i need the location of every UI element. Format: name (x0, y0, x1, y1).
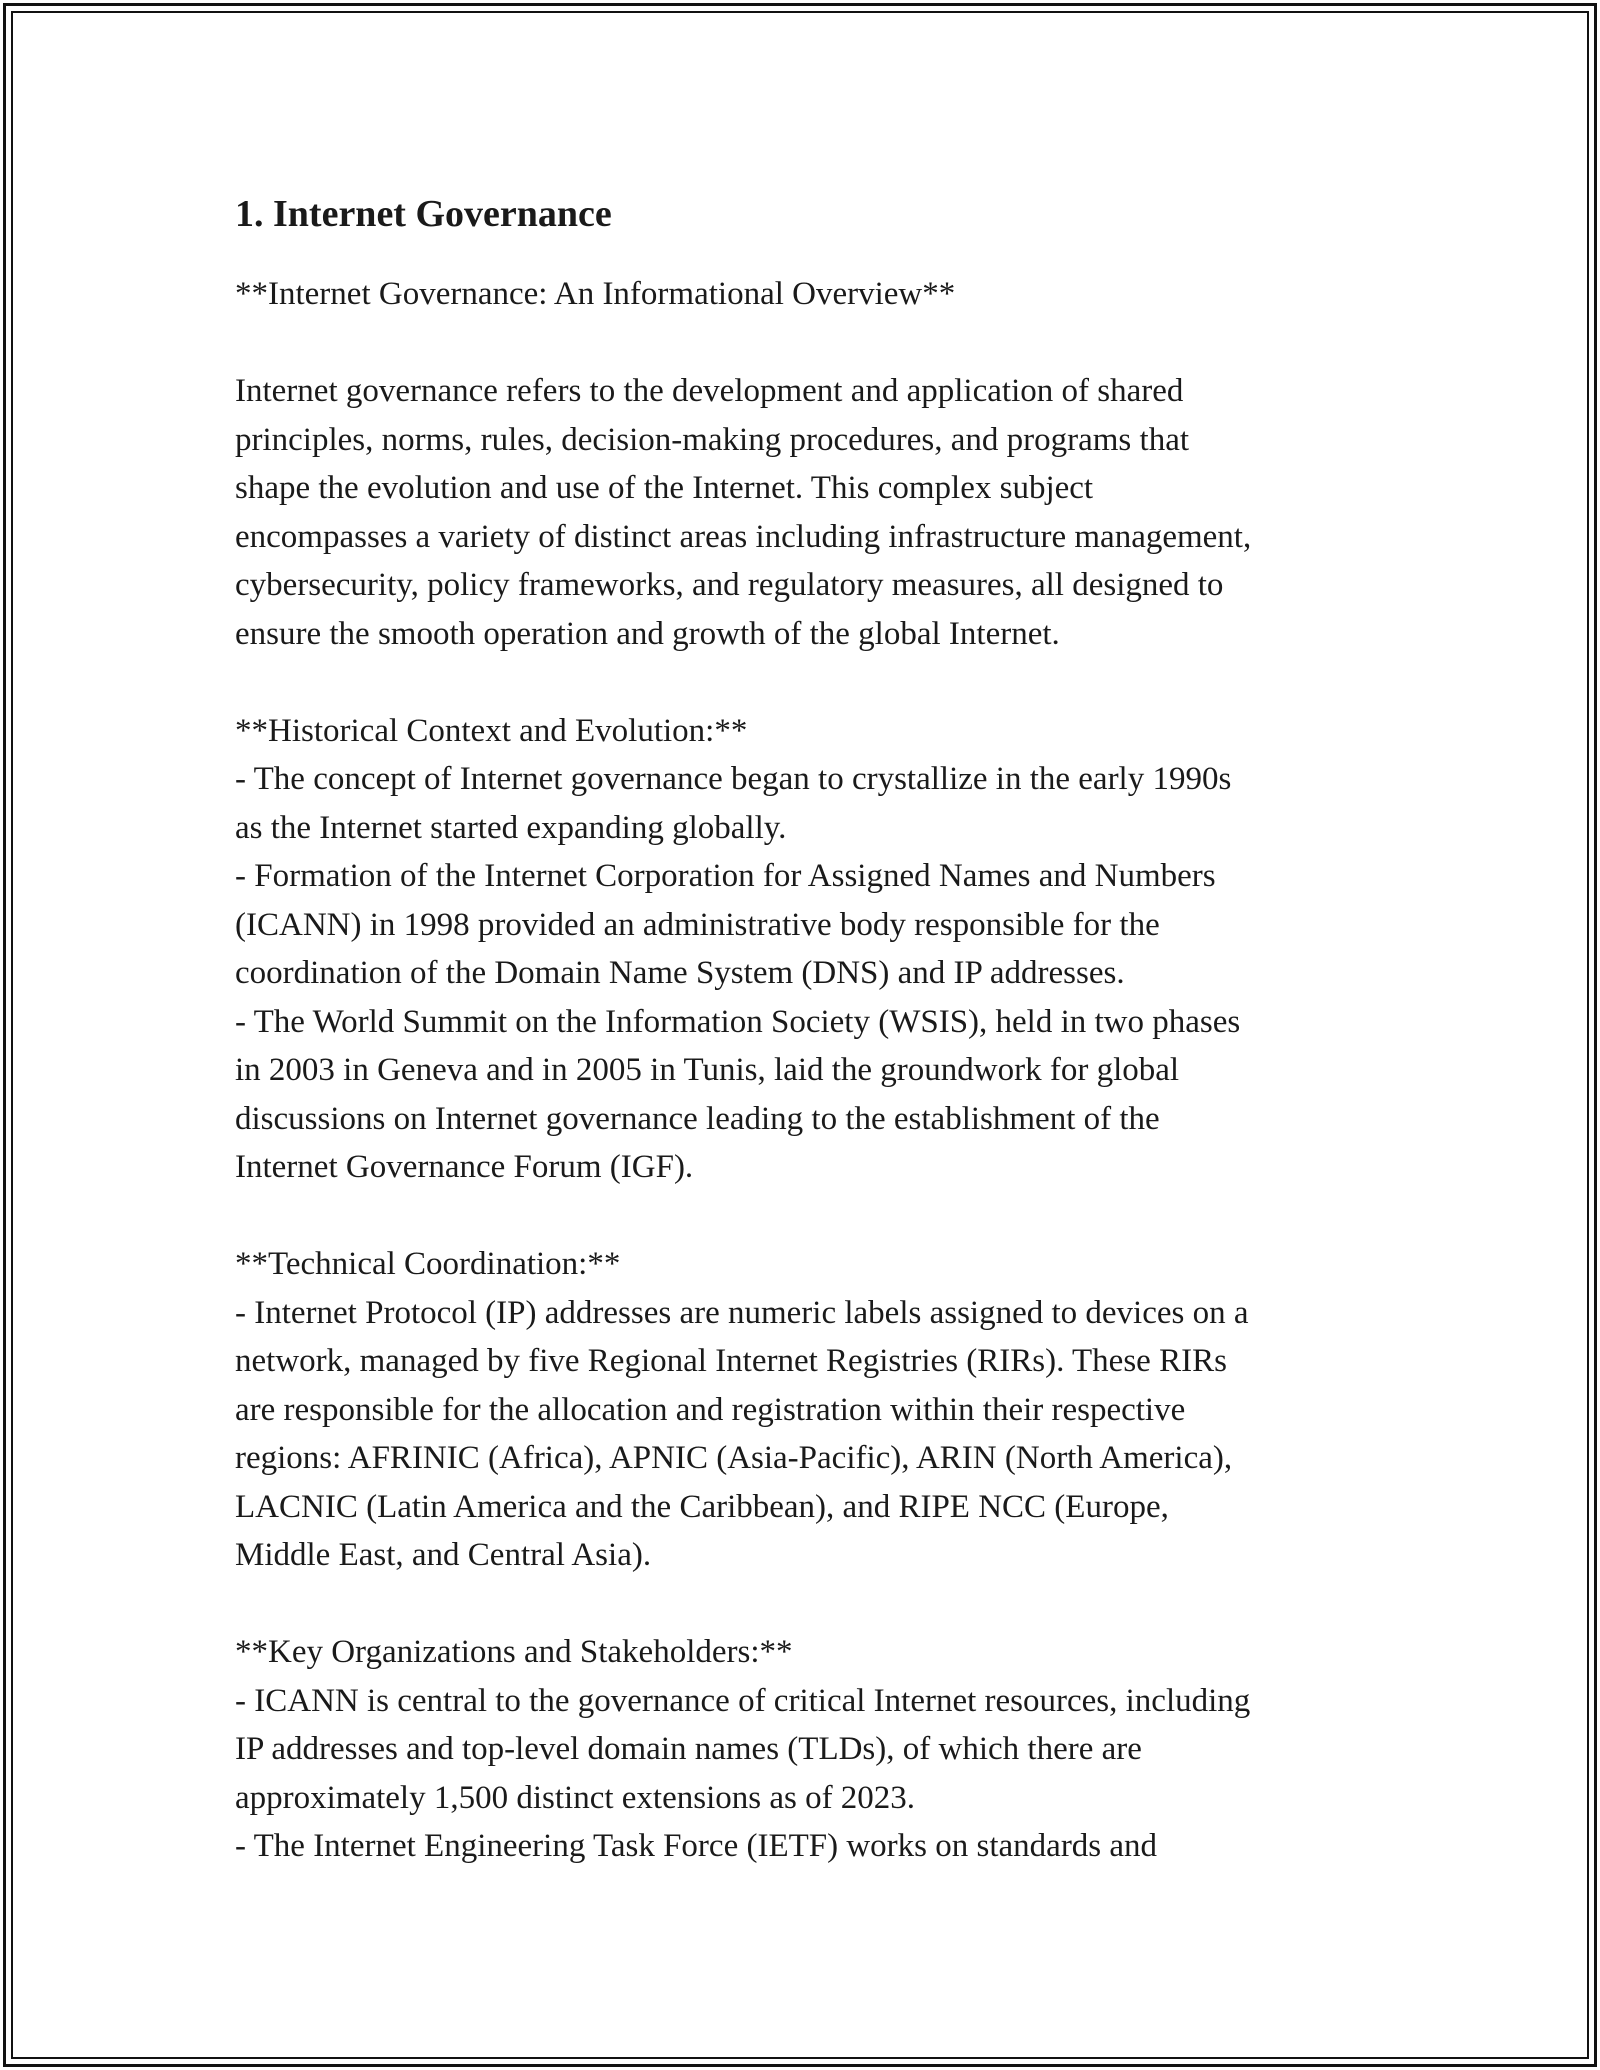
section-heading: 1. Internet Governance (235, 193, 612, 235)
document-body: **Internet Governance: An Informational Overview** Internet governance refers to the development and application of shared principles, norms, rules, decision-making procedures, and programs that shape the evolution and use of the Internet. This complex subject encompasses a variety of distinct areas including infrastructure management, cybersecurity, policy frameworks, and regulatory measures, all designed to ensure the smooth operation and growth of the global Internet. **Historical Context and Evolution:** - The concept of Internet governance began to crystallize in the early 1990s as the Internet started expanding globally. - Formation of the Internet Corporation for Assigned Names and Numbers (ICANN) in 1998 provided an administrative body responsible for the coordination of the Domain Name System (DNS) and IP addresses. - The World Summit on the Information Society (WSIS), held in two phases in 2003 in Geneva and in 2005 in Tunis, laid the groundwork for global discussions on Internet governance leading to the establishment of the Internet Governance Forum (IGF). **Technical Coordination:** - Internet Protocol (IP) addresses are numeric labels assigned to devices on a network, managed by five Regional Internet Registries (RIRs). These RIRs are responsible for the allocation and registration within their respective regions: AFRINIC (Africa), APNIC (Asia-Pacific), ARIN (North America), LACNIC (Latin America and the Caribbean), and RIPE NCC (Europe, Middle East, and Central Asia). **Key Organizations and Stakeholders:** - ICANN is central to the governance of critical Internet resources, including IP addresses and top-level domain names (TLDs), of which there are approximately 1,500 distinct extensions as of 2023. - The Internet Engineering Task Force (IETF) works on standards and (235, 276, 1252, 1864)
document-content (235, 186, 1375, 1871)
